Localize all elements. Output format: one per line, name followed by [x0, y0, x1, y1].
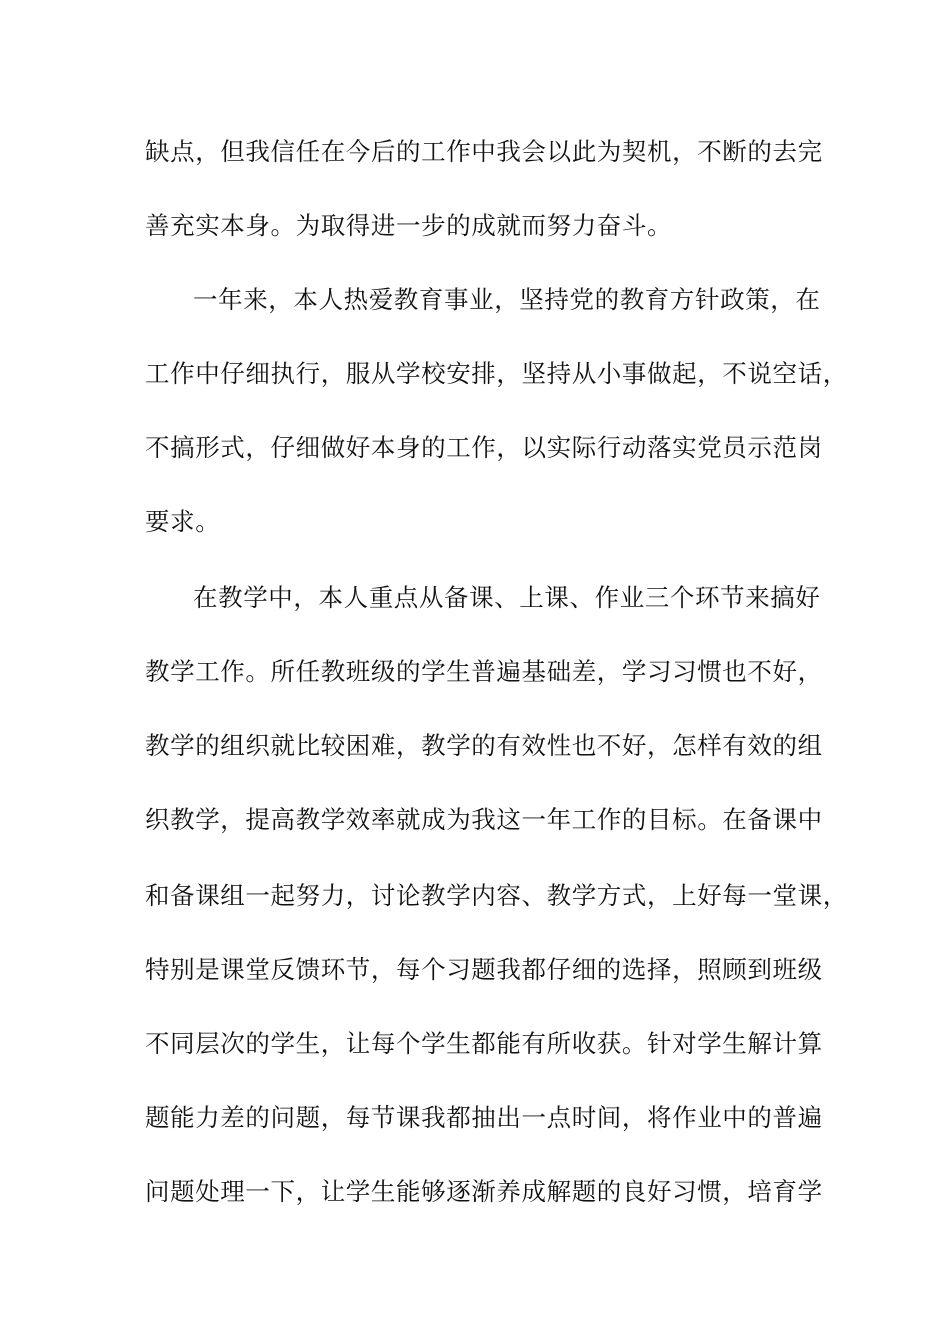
text-line-7: 在教学中，本人重点从备课、上课、作业三个环节来搞好: [193, 583, 821, 612]
text-line-11: 和备课组一起努力，讨论教学内容、教学方式，上好每一堂课，: [145, 881, 848, 910]
text-line-14: 题能力差的问题，每节课我都抽出一点时间，将作业中的普遍: [145, 1103, 823, 1132]
text-line-6: 要求。: [145, 507, 221, 536]
text-line-8: 教学工作。所任教班级的学生普遍基础差，学习习惯也不好，: [145, 657, 823, 686]
text-line-1: 缺点，但我信任在今后的工作中我会以此为契机，不断的去完: [145, 137, 823, 166]
text-line-5: 不搞形式，仔细做好本身的工作，以实际行动落实党员示范岗: [145, 433, 823, 462]
text-line-9: 教学的组织就比较困难，教学的有效性也不好，怎样有效的组: [145, 731, 823, 760]
text-line-3: 一年来，本人热爱教育事业，坚持党的教育方针政策，在: [193, 285, 821, 314]
text-line-10: 织教学，提高教学效率就成为我这一年工作的目标。在备课中: [145, 805, 823, 834]
text-line-4: 工作中仔细执行，服从学校安排，坚持从小事做起，不说空话，: [145, 359, 848, 388]
text-line-15: 问题处理一下，让学生能够逐渐养成解题的良好习惯，培育学: [145, 1177, 823, 1206]
text-line-2: 善充实本身。为取得进一步的成就而努力奋斗。: [145, 211, 673, 240]
text-line-13: 不同层次的学生，让每个学生都能有所收获。针对学生解计算: [145, 1029, 823, 1058]
text-line-12: 特别是课堂反馈环节，每个习题我都仔细的选择，照顾到班级: [145, 955, 823, 984]
